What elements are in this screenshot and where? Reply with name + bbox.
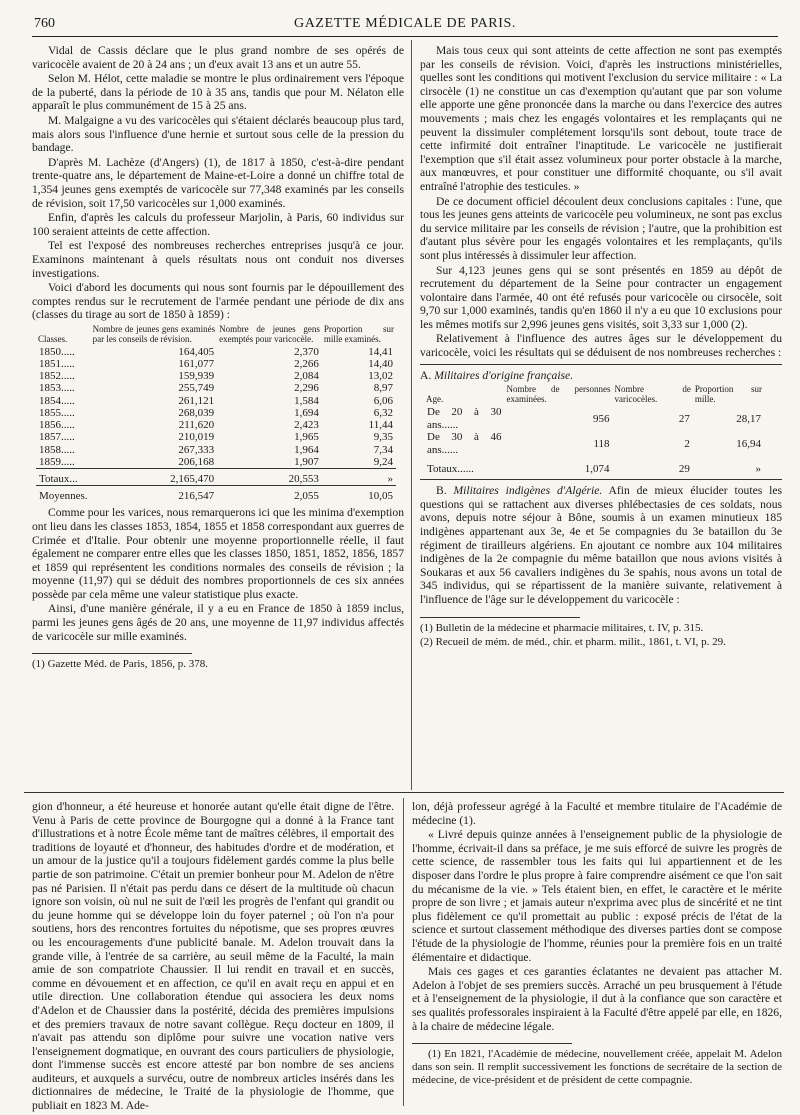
paragraph: gion d'honneur, a été heureuse et honorée autant qu'elle était digne de l'être. Venu à Paris de cette province de Bourgogne qui a donné à la France tant d'illustrations et à notre École même tant de maîtres célèbres, il emportait des traditions de loyauté et d'honneur, des habitudes d'ordre et de modération, et un amour de la justice qu'il a toujours fidèlement gardés comme la plus belle partie de son patrimoine. C'était un premier bonheur pour M. Adelon de n'être pas né Parisien. Il n'était pas perdu dans ce désert de la multitude où chacun ignore son voisin, où nul ne suit de l'œil les progrès de l'enfant qui grandit ou du jeune homme qui se développe loin du foyer paternel ; où l'on n'a pour soutiens, hors des rencontres fortuites du népotisme, que ses propres œuvres ou les encouragements d'une publicité banale. M. Adelon trouvait dans la grande ville, à l'entrée de sa carrière, au seuil même de la Faculté, la main amie de son compatriote Chaussier. Il lui rendit en travail et en succès, comme en dévouement et en affection, ce qu'il en avait reçu en appui et en utile direction. Une collaboration étendue qui associera les deux noms d'Adelon et de Chaussier dans la postérité, décida des premières impulsions et des premiers travaux de notre savant collègue. Reçu docteur en 1809, il n'avait pas attendu son diplôme pour suivre une vocation native vers l'enseignement dogmatique, en ouvrant des cours particuliers de physiologie, dont l'immense succès est encore attesté par bon nombre de ses anciens auditeurs, et auxquels a survécu, outre de nombreux articles insérés dans les dictionnaires de médecine, le Traité de la physiologie de l'homme, que publiait en 1823 M. Ade- [32, 800, 394, 1113]
table-cell: 159,939 [178, 370, 215, 383]
table-cell: 10,05 [322, 486, 396, 503]
right-column [420, 44, 782, 789]
paragraph: Voici d'abord les documents qui nous sont fournis par le dépouillement des comptes rendus sur le recrutement de l'armée pendant une période de dix ans (classes du tirage au sort de 1850 à 1859) : [32, 281, 404, 322]
table-cell: 1858..... [39, 443, 75, 456]
paragraph: lon, déjà professeur agrégé à la Faculté et membre titulaire de l'Académie de médecine (1). [412, 800, 782, 827]
column-divider [411, 40, 412, 790]
table-body [424, 406, 764, 456]
table-row [36, 346, 396, 358]
section-a-title: Militaires d'origine française. [434, 368, 574, 382]
table-cell: 9,24 [373, 455, 393, 468]
section-a-heading [420, 369, 782, 383]
recruitment-table [36, 324, 396, 502]
bottom-left-column [32, 800, 394, 1113]
table-header: Nombre de varicocèles. [614, 384, 691, 405]
table-header: Nombre de personnes examinées. [506, 384, 611, 405]
table-row [36, 358, 396, 370]
table-cell: 1,694 [294, 406, 319, 419]
table-cell: 1854..... [39, 394, 75, 407]
table-header: Nombre de jeunes gens examinés par les conseils de révision. [92, 323, 216, 344]
paragraph: Mais ces gages et ces garanties éclatantes ne devaient pas attacher M. Adelon à l'objet de ses premiers succès. Arraché un peu brusquement à l'étude et à l'enseignement de la physiologie, il dut à la confiance que son caractère et ses qualités professorales inspiraient à la Faculté d'être appelé par elle, en 1826, à la chaire de médecine légale. [412, 965, 782, 1033]
table-cell: Moyennes. [36, 486, 91, 503]
table-cell: 956 [593, 412, 610, 425]
paragraph: « Livré depuis quinze années à l'enseignement public de la physiologie de l'homme, écrivait-il dans sa préface, je me suis efforcé de suivre les progrès de cette science, de rassembler tous les faits qui lui appartiennent et de les disposer dans l'ordre le plus propre à faire comprendre aisément ce que l'on sait du mécanisme de la vie. » Tels étaient bien, en effet, le caractère et le mérite propre de son livre ; et jamais auteur n'exprima avec plus de sincérité et ne tint plus fidèlement ce qu'il promettait au public : exposé précis de l'état de la science et surtout classement méthodique des diverses parties dont se compose l'étude de la physiologie de l'homme, réunies pour la première fois en un traité élémentaire et didactique. [412, 828, 782, 964]
table-row [36, 419, 396, 431]
table-cell: 1852..... [39, 370, 75, 383]
table-cell: 161,077 [178, 358, 215, 371]
table-cell: 1856..... [39, 419, 75, 432]
table-cell: 2,296 [294, 382, 319, 395]
table-cell: 1851..... [39, 358, 75, 371]
paragraph: Mais tous ceux qui sont atteints de cette affection ne sont pas exemptés par les conseils de révision. Voici, d'après les instructions ministérielles, quelles sont les conditions qui motivent l'exclusion du service militaire : « La cirsocèle (1) ne constitue un cas d'exemption qu'autant que par son volume elle apporte une gêne prononcée dans la marche ou dans l'exercice des autres mouvements ; mais chez les engagés volontaires et les remplaçants qui ne peuvent la dissimuler complétement lorsqu'ils sont debout, toute trace de cette infirmité doit entraîner l'inaptitude. Le varicocèle ne justifierait l'exemption que s'il était assez volumineux pour porter obstacle à la marche, aux manœuvres, et pour constituer une difformité choquante, ou s'il avait entraîné l'atrophie des testicules. » [420, 44, 782, 193]
footnote-rule [420, 617, 580, 618]
table-cell: 9,35 [373, 431, 393, 444]
table-cell: 1859..... [39, 455, 75, 468]
table-cell: 6,32 [373, 406, 393, 419]
footnote: (1) Bulletin de la médecine et pharmacie militaires, t. IV, p. 315. [420, 621, 704, 634]
paragraph: De ce document officiel découlent deux conclusions capitales : l'une, que tous les jeunes gens atteints de varicocèle peu volumineux, ne sont pas exclus du service militaire par les conseils de révision ; l'autre, que la prohibition est d'autant plus sévère pour les engagés volontaires et les remplaçants, qu'ils sont plus intéressés à dissimuler leur affection. [420, 194, 782, 262]
table-row [424, 431, 764, 456]
table-row [36, 444, 396, 456]
feuilleton-rule [24, 792, 784, 793]
table-cell: De 30 à 46 ans...... [427, 431, 502, 457]
table-cell: 1850..... [39, 345, 75, 358]
section-rule [420, 479, 782, 480]
paragraph: Tel est l'exposé des nombreuses recherches entreprises jusqu'à ce jour. Examinons maintenant à quels résultats nous ont conduit nos diverses investigations. [32, 239, 404, 280]
table-header: Proportion sur mille. [694, 384, 762, 405]
table-cell: » [755, 462, 761, 475]
section-b-text: Afin de mieux élucider toutes les questions qui se rattachent aux diverses phlébectasies de ces soldats, nous avons, depuis notre séjour à Bône, soumis à un examen minutieux 185 indigènes appartenant aux 3e, 4e et 5e compagnies du 3e bataillon du 3e régiment de tirailleurs algériens. En ajoutant ce nombre aux 104 militaires indigènes de la 2e compagnie du même bataillon que nous avions visités à Soukaras et aux 56 cavaliers indigènes du 3e spahis, nous avons un total de 345 individus, qui se répartissent de la manière suivante, relativement à l'influence de l'âge sur le développement du varicocèle : [420, 484, 782, 606]
age-table [424, 384, 764, 475]
table-cell: Totaux... [36, 468, 91, 485]
publication-title: GAZETTE MÉDICALE DE PARIS. [294, 16, 516, 31]
table-cell: 28,17 [736, 412, 761, 425]
table-cell: 1,584 [294, 394, 319, 407]
section-rule [420, 364, 782, 365]
table-cell: 1855..... [39, 406, 75, 419]
paragraph: Relativement à l'influence des autres âges sur le développement du varicocèle, voici les résultats qui se déduisent de nos nombreuses recherches : [420, 332, 782, 360]
table-cell: 1,074 [584, 462, 610, 475]
table-cell: 1,965 [294, 431, 319, 444]
paragraph: M. Malgaigne a vu des varicocèles qui s'étaient déclarés beaucoup plus tard, mais alors sous l'influence d'une hernie et surtout sous celle de la pression du bandage. [32, 113, 404, 155]
table-cell: 261,121 [178, 394, 215, 407]
table-row [424, 406, 764, 431]
table-row-totals [36, 468, 396, 485]
table-cell: 8,97 [373, 382, 393, 395]
table-cell: Totaux...... [427, 462, 474, 475]
paragraph: Comme pour les varices, nous remarquerons ici que les minima d'exemption ont lieu dans les classes 1853, 1854, 1855 et 1858 correspondant aux guerres de Crimée et d'Italie. Pour obtenir une moyenne proportionnelle réelle, il faut également ne comparer entre elles que les classes 1850, 1851, 1852, 1856, 1857 et 1859 qui représentent les conditions normales des conseils de révision ; la moyenne (11,97) qui se déduit des nombres proportionnels de ces six années possède par cela même une valeur statistique plus exacte. [32, 506, 404, 601]
paragraph: Selon M. Hélot, cette maladie se montre le plus ordinairement vers l'époque de la puberté, dans la période de 10 à 35 ans, tandis que pour M. Nélaton elle apparaît le plus communément de 15 à 25 ans. [32, 72, 404, 113]
table-cell: 216,547 [91, 486, 218, 503]
table-row [36, 382, 396, 394]
table-header: Proportion sur mille examinés. [323, 323, 394, 344]
footnote: (1) En 1821, l'Académie de médecine, nouvellement créée, appelait M. Adelon dans son sein. Il remplit successivement les fonctions de secrétaire de la section de médecine, de vice-président et de président de cette compagnie. [412, 1048, 782, 1087]
table-row-totals [424, 457, 764, 476]
table-header: Age. [426, 394, 444, 405]
table-cell: 1853..... [39, 382, 75, 395]
table-cell: 29 [678, 462, 690, 475]
footnote: (2) Recueil de mém. de méd., chir. et pharm. milit., 1861, t. VI, p. 29. [420, 635, 726, 648]
table-row [36, 370, 396, 382]
table-cell: 27 [678, 412, 690, 425]
table-row [36, 431, 396, 443]
table-cell: 14,40 [368, 358, 393, 371]
table-cell: 164,405 [178, 345, 215, 358]
section-a-label: A. [420, 368, 432, 382]
paragraph: Sur 4,123 jeunes gens qui se sont présentés en 1859 au dépôt de recrutement du département de la Seine pour contracter un engagement volontaire dans l'armée, 40 ont été refusés pour varicocèle ou cirsocèle, soit 9,70 sur 1,000 examinés, tandis qu'en 1860 il n'y a eu que 10 exclusions pour les mêmes motifs sur 2,996 jeunes gens visités, soit 3,33 sur 1,000 (2). [420, 263, 782, 331]
table-cell: 2 [684, 437, 690, 450]
table-body [36, 346, 396, 469]
paragraph: D'après M. Lachèze (d'Angers) (1), de 1817 à 1850, c'est-à-dire pendant trente-quatre ans, le département de Maine-et-Loire a donné un chiffre total de 1,354 jeunes gens exemptés de varicocèle sur 77,348 examinés par les conseils de révision, soit 17,50 varicocèles sur 1,000 examinés. [32, 155, 404, 210]
paragraph: Enfin, d'après les calculs du professeur Marjolin, à Paris, 60 individus sur 100 seraient atteints de cette affection. [32, 211, 404, 238]
table-cell: 206,168 [178, 455, 215, 468]
table-cell: 6,06 [373, 394, 393, 407]
running-header [32, 12, 778, 37]
table-cell: 1,907 [294, 455, 319, 468]
footnote: (1) Gazette Méd. de Paris, 1856, p. 378. [32, 658, 208, 671]
table-cell: 2,165,470 [91, 468, 218, 485]
paragraph: Vidal de Cassis déclare que le plus grand nombre de ses opérés de varicocèle avaient de 20 à 24 ans ; un d'eux avait 13 ans et un autre 55. [32, 44, 404, 71]
paragraph: Ainsi, d'une manière générale, il y a eu en France de 1850 à 1859 inclus, parmi les jeunes gens âgés de 20 ans, une moyenne de 11,97 individus affectés de varicocèle sur mille examinés. [32, 602, 404, 643]
table-cell: 210,019 [178, 431, 215, 444]
table-cell: 2,423 [294, 419, 319, 432]
table-cell: 1857..... [39, 431, 75, 444]
table-row [36, 456, 396, 469]
left-column [32, 44, 404, 789]
table-cell: » [322, 468, 396, 485]
table-cell: 14,41 [368, 345, 393, 358]
table-header: Classes. [38, 333, 68, 344]
section-b-title: Militaires indigènes d'Algérie. [453, 484, 603, 498]
paragraph [420, 484, 782, 606]
table-cell: 7,34 [373, 443, 393, 456]
section-b-label: B. [436, 484, 447, 498]
table-header: Nombre de jeunes gens exemptés pour varicocèle. [219, 323, 320, 344]
table-row [36, 407, 396, 419]
table-cell: 13,02 [368, 370, 393, 383]
table-cell: 2,055 [217, 486, 322, 503]
table-cell: 2,084 [294, 370, 319, 383]
table-cell: 211,620 [178, 419, 215, 432]
page-number: 760 [34, 16, 55, 31]
table-cell: 118 [593, 437, 610, 450]
table-cell: 1,964 [294, 443, 319, 456]
column-divider [403, 798, 404, 1106]
table-cell: 268,039 [178, 406, 215, 419]
bottom-right-column [412, 800, 782, 1105]
table-row [36, 395, 396, 407]
table-cell: De 20 à 30 ans...... [427, 406, 502, 431]
footnote-rule [412, 1043, 572, 1044]
footnote-rule [32, 653, 192, 654]
table-row-means [36, 486, 396, 503]
table-cell: 2,266 [294, 358, 319, 371]
table-cell: 267,333 [178, 443, 215, 456]
table-cell: 11,44 [368, 419, 393, 432]
table-cell: 20,553 [217, 468, 322, 485]
table-cell: 16,94 [736, 437, 761, 450]
table-cell: 2,370 [294, 345, 319, 358]
table-cell: 255,749 [178, 382, 215, 395]
